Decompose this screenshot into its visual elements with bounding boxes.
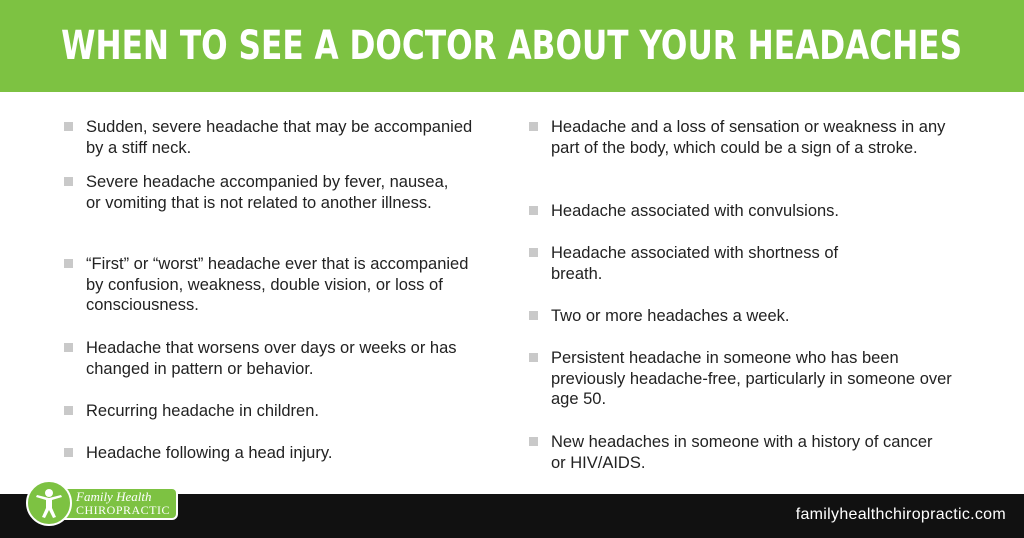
- list-item-text: Two or more headaches a week.: [551, 307, 790, 325]
- list-item-text: Headache following a head injury.: [86, 444, 333, 462]
- list-item-text: Headache associated with convulsions.: [551, 202, 840, 220]
- logo-line2: CHIROPRACTIC: [76, 503, 171, 517]
- square-bullet-icon: [64, 259, 73, 268]
- list-item: [86, 254, 481, 316]
- list-item: [551, 432, 946, 473]
- logo-wordmark: [64, 487, 178, 520]
- square-bullet-icon: [64, 122, 73, 131]
- brand-logo: [26, 480, 178, 526]
- list-item: [551, 117, 946, 158]
- list-item-text: Headache and a loss of sensation or weakness in any part of the body, which could be a sign of a stroke.: [551, 118, 946, 157]
- square-bullet-icon: [529, 248, 538, 257]
- list-item-text: Recurring headache in children.: [86, 402, 319, 420]
- logo-line1: Family Health: [76, 489, 152, 504]
- square-bullet-icon: [64, 406, 73, 415]
- list-item: [551, 243, 871, 284]
- square-bullet-icon: [529, 122, 538, 131]
- square-bullet-icon: [529, 206, 538, 215]
- list-item-text: Headache that worsens over days or weeks or has changed in pattern or behavior.: [86, 339, 457, 378]
- person-figure-icon: [26, 480, 72, 526]
- list-item: [86, 401, 481, 422]
- list-item: [86, 338, 481, 379]
- square-bullet-icon: [529, 437, 538, 446]
- list-item: [86, 172, 456, 213]
- list-item-text: Persistent headache in someone who has been previously headache-free, particularly in someone over age 50.: [551, 349, 952, 408]
- website-link[interactable]: familyhealthchiropractic.com: [795, 506, 1006, 523]
- square-bullet-icon: [529, 353, 538, 362]
- list-item: [86, 443, 481, 464]
- list-item: [551, 348, 971, 410]
- list-item: [86, 117, 486, 158]
- list-item-text: Severe headache accompanied by fever, nausea, or vomiting that is not related to another illness.: [86, 173, 449, 212]
- title-banner: [0, 0, 1024, 92]
- square-bullet-icon: [64, 343, 73, 352]
- list-item-text: Headache associated with shortness of breath.: [551, 244, 839, 283]
- square-bullet-icon: [529, 311, 538, 320]
- square-bullet-icon: [64, 177, 73, 186]
- list-item-text: Sudden, severe headache that may be accompanied by a stiff neck.: [86, 118, 473, 157]
- square-bullet-icon: [64, 448, 73, 457]
- list-item: [551, 201, 946, 222]
- list-item-text: “First” or “worst” headache ever that is accompanied by confusion, weakness, double vision, or loss of consciousness.: [86, 255, 469, 314]
- list-item-text: New headaches in someone with a history of cancer or HIV/AIDS.: [551, 433, 933, 472]
- list-item: [551, 306, 946, 327]
- page-title: WHEN TO SEE A DOCTOR ABOUT YOUR HEADACHES: [61, 23, 963, 69]
